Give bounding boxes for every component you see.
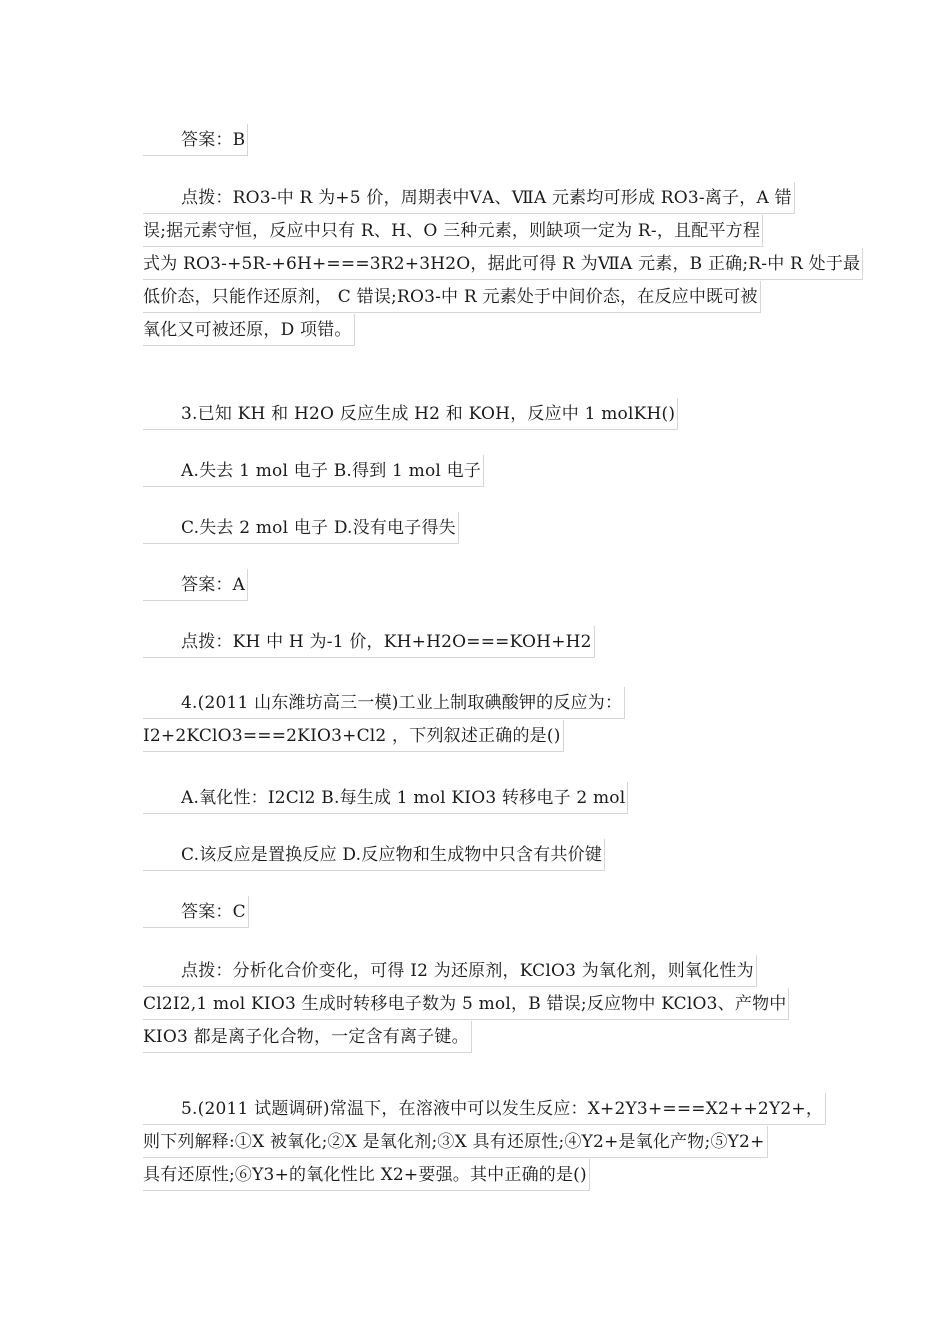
options-3a-line-1: A.失去 1 mol 电子 B.得到 1 mol 电子: [143, 455, 484, 487]
question-3-line-1: 3.已知 KH 和 H2O 反应生成 H2 和 KOH，反应中 1 molKH(): [143, 398, 678, 430]
options-3b: [143, 512, 459, 545]
hint-4: [143, 955, 789, 1054]
question-5-line-2: 则下列解释:①X 被氧化;②X 是氧化剂;③X 具有还原性;④Y2+是氧化产物;⑤Y2+: [143, 1126, 768, 1158]
hint-4-line-2: Cl2I2,1 mol KIO3 生成时转移电子数为 5 mol，B 错误;反应物中 KClO3、产物中: [143, 988, 789, 1020]
question-5-line-1: 5.(2011 试题调研)常温下，在溶液中可以发生反应：X+2Y3+===X2++2Y2+，: [143, 1093, 826, 1125]
hint-3: [143, 626, 595, 659]
question-4: [143, 687, 625, 753]
hint-2-line-1: 点拨：RO3-中 R 为+5 价，周期表中ⅤA、ⅦA 元素均可形成 RO3-离子，A 错: [143, 182, 795, 214]
answer-3: [143, 569, 248, 602]
question-4-line-1: 4.(2011 山东潍坊高三一模)工业上制取碘酸钾的反应为：: [143, 687, 625, 719]
hint-3-line-1: 点拨：KH 中 H 为-1 价，KH+H2O===KOH+H2: [143, 626, 595, 658]
hint-2: [143, 182, 863, 347]
question-5-line-3: 具有还原性;⑥Y3+的氧化性比 X2+要强。其中正确的是(): [143, 1159, 590, 1191]
answer-3-line-1: 答案：A: [143, 569, 248, 601]
hint-2-line-3: 式为 RO3-+5R-+6H+===3R2+3H2O，据此可得 R 为ⅦA 元素，B 正确;R-中 R 处于最: [143, 248, 863, 280]
options-4a: [143, 782, 628, 815]
question-4-line-2: I2+2KClO3===2KIO3+Cl2 ，下列叙述正确的是(): [143, 720, 564, 752]
question-3: [143, 398, 678, 431]
options-4b: [143, 839, 605, 872]
answer-4: [143, 896, 249, 929]
options-4b-line-1: C.该反应是置换反应 D.反应物和生成物中只含有共价键: [143, 839, 605, 871]
options-3b-line-1: C.失去 2 mol 电子 D.没有电子得失: [143, 512, 459, 544]
hint-2-line-4: 低价态，只能作还原剂， C 错误;RO3-中 R 元素处于中间价态，在反应中既可被: [143, 281, 761, 313]
options-3a: [143, 455, 484, 488]
hint-4-line-1: 点拨：分析化合价变化，可得 I2 为还原剂，KClO3 为氧化剂，则氧化性为: [143, 955, 757, 987]
answer-4-line-1: 答案：C: [143, 896, 249, 928]
hint-4-line-3: KIO3 都是离子化合物，一定含有离子键。: [143, 1021, 472, 1053]
question-5: [143, 1093, 826, 1192]
options-4a-line-1: A.氧化性：I2Cl2 B.每生成 1 mol KIO3 转移电子 2 mol: [143, 782, 628, 814]
answer-2-line-1: 答案：B: [143, 124, 248, 156]
hint-2-line-5: 氧化又可被还原，D 项错。: [143, 314, 355, 346]
hint-2-line-2: 误;据元素守恒，反应中只有 R、H、O 三种元素，则缺项一定为 R-，且配平方程: [143, 215, 763, 247]
answer-2: [143, 124, 248, 157]
